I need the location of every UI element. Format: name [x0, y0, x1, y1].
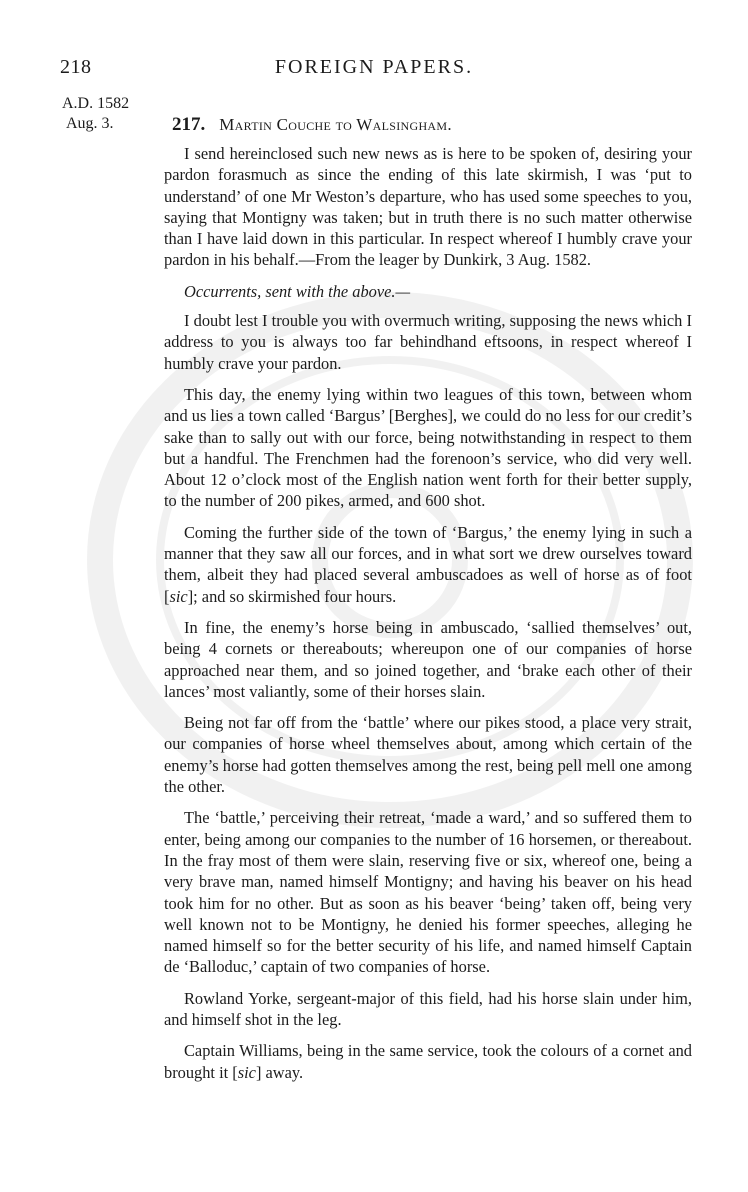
sic-mark: sic [237, 1062, 256, 1082]
occurrents-heading: Occurrents, sent with the above.— [184, 281, 411, 301]
margin-year [62, 94, 152, 114]
paragraph-apology: I doubt lest I trouble you with overmuch writing, supposing the news which I address to you is always too far behindhand eftsoons, in respect whereof I humbly crave your pardon. [164, 311, 692, 373]
page-header [60, 56, 688, 86]
year-prefix: A.D. [62, 95, 94, 112]
paragraph-bargus [164, 522, 692, 607]
margin-date [62, 94, 152, 134]
paragraph-williams [164, 1040, 692, 1083]
page-number: 218 [60, 56, 92, 78]
entry-title: Martin Couche to Walsingham. [219, 115, 452, 134]
paragraph-ward: The ‘battle,’ perceiving their retreat, ‘made a ward,’ and so suffered them to enter, being among our companies to the number of 16 horsemen, or thereabout. In the fray most of them were slain, reserving five or six, whereof one, being a very brave man, named himself Montigny; and having his beaver on his head took him for no other. But as soon as his beaver ‘being’ taken off, being very well known not to be Montigny, he denied his former speeches, alleging he named himself so for the better security of his life, and named himself Captain de ‘Balloduc,’ captain of two companies of horse. [164, 808, 692, 977]
running-title: FOREIGN PAPERS. [274, 56, 474, 78]
sic-mark: sic [169, 586, 188, 606]
year-value: 1582 [97, 95, 130, 112]
entry-body [164, 143, 692, 1093]
paragraph-yorke: Rowland Yorke, sergeant-major of this field, had his horse slain under him, and himself shot in the leg. [164, 988, 692, 1029]
entry-heading [172, 114, 452, 136]
text-segment: ]; and so skirmished four hours. [187, 586, 397, 606]
entry-number: 217. [172, 114, 206, 135]
text-segment: Captain Williams, being in the same service, took the colours of a cornet and brought it [ [164, 1041, 692, 1082]
margin-day: Aug. 3. [66, 115, 114, 132]
paragraph-battle: Being not far off from the ‘battle’ where our pikes stood, a place very strait, our companies of horse wheel themselves about, among which certain of the enemy’s horse had gotten themselves among the rest, being pell mell one among the other. [164, 713, 692, 797]
text-segment: ] away. [255, 1062, 304, 1082]
paragraph-sally: This day, the enemy lying within two leagues of this town, between whom and us lies a town called ‘Bargus’ [Berghes], we could do no less for our credit’s sake than to sally out with our force, being notwithstanding in respect to them but a handful. The Frenchmen had the forenoon’s service, who did very well. About 12 o’clock most of the English nation went forth for their better supply, to the number of 200 pikes, armed, and 600 shot. [164, 384, 693, 511]
paragraph-ambuscado: In fine, the enemy’s horse being in ambuscado, ‘sallied themselves’ out, being 4 cornets or thereabouts; whereupon one of our companies of horse approached near them, and so joined together, and ‘brake each other of their lances’ most valiantly, some of their horses slain. [164, 617, 692, 701]
paragraph-letter: I send hereinclosed such new news as is here to be spoken of, desiring your pardon forasmuch as since the ending of this late skirmish, I was ‘put to understand’ of one Mr Weston’s departure, who has used some speeches to you, saying that Montigny was taken; but in truth there is no such matter otherwise than I have laid down in this particular. In respect whereof I humbly crave your pardon in his behalf.—From the leager by Dunkirk, 3 Aug. 1582. [164, 144, 692, 270]
text-segment: Coming the further side of the town of ‘Bargus,’ the enemy lying in such a manner that they saw all our forces, and in what sort we drew ourselves toward them, albeit they had placed several ambuscadoes as well of horse as of foot [ [164, 522, 692, 606]
